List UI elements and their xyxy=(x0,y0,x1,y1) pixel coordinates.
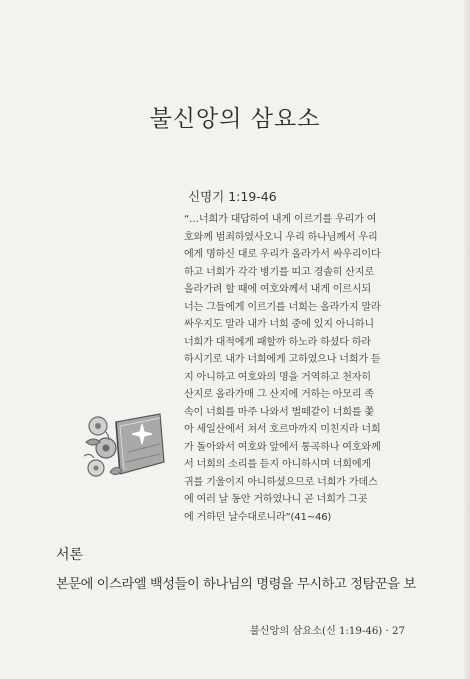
page-footer xyxy=(240,622,405,637)
footer-separator: · xyxy=(385,626,389,637)
scripture-line: 산지로 올라가매 그 산지에 거하는 아모리 족 xyxy=(184,389,374,400)
scripture-line: 귀를 기울이지 아니하셨으므로 너희가 가데스 xyxy=(184,476,378,488)
scripture-line: 싸우지도 말라 내가 너희 중에 있지 아니하니 xyxy=(184,319,374,330)
scripture-line: 올라가려 할 때에 여호와께서 내게 이르시되 xyxy=(184,284,371,295)
scripture-line: 서 너희의 소리를 듣지 아니하시며 너희에게 xyxy=(184,459,371,470)
scripture-line: 속이 너희를 마주 나와서 벌떼같이 너희를 쫓 xyxy=(184,406,374,418)
scripture-line: 하시기로 내가 너희에게 고하였으나 너희가 듣 xyxy=(184,354,381,365)
scripture-line: 너는 그들에게 이르기를 너희는 올라가지 말라 xyxy=(184,301,381,313)
body-paragraph: 본문에 이스라엘 백성들이 하나님의 명령을 무시하고 정탐꾼을 보 xyxy=(56,577,416,592)
scripture-line: 아 세일산에서 쳐서 호르마까지 미친지라 너희 xyxy=(184,424,381,435)
scripture-line: 에 여러 날 동안 거하였나니 곧 너희가 그곳 xyxy=(184,494,368,505)
section-heading: 서론 xyxy=(56,547,84,563)
scripture-line: 에게 명하신 대로 우리가 올라가서 싸우리이다 xyxy=(184,249,381,260)
scripture-line: “…너희가 대답하여 내게 이르기를 우리가 여 xyxy=(184,214,377,225)
scripture-quote xyxy=(184,211,410,526)
running-title: 불신앙의 삼요소(신 1:19-46) xyxy=(249,626,383,637)
scripture-line: 에 거하던 날수대로니라”(41~46) xyxy=(184,511,332,523)
scripture-line: 가 돌아와서 여호와 앞에서 통곡하나 여호와께 xyxy=(184,441,381,453)
scripture-line: 하고 너희가 각각 병기를 띠고 경솔히 산지로 xyxy=(184,266,374,278)
scripture-line: 지 아니하고 여호와의 명을 거역하고 천자히 xyxy=(184,371,371,383)
scripture-reference: 신명기 1:19-46 xyxy=(188,189,277,204)
scripture-line: 호와께 범죄하였사오니 우리 하나님께서 우리 xyxy=(184,231,378,243)
book-with-flowers-icon xyxy=(76,392,172,488)
scripture-line: 너희가 대적에게 패할까 하노라 하셨다 하라 xyxy=(184,336,371,348)
chapter-title: 불신앙의 삼요소 xyxy=(149,106,321,132)
page-number: 27 xyxy=(392,626,405,637)
